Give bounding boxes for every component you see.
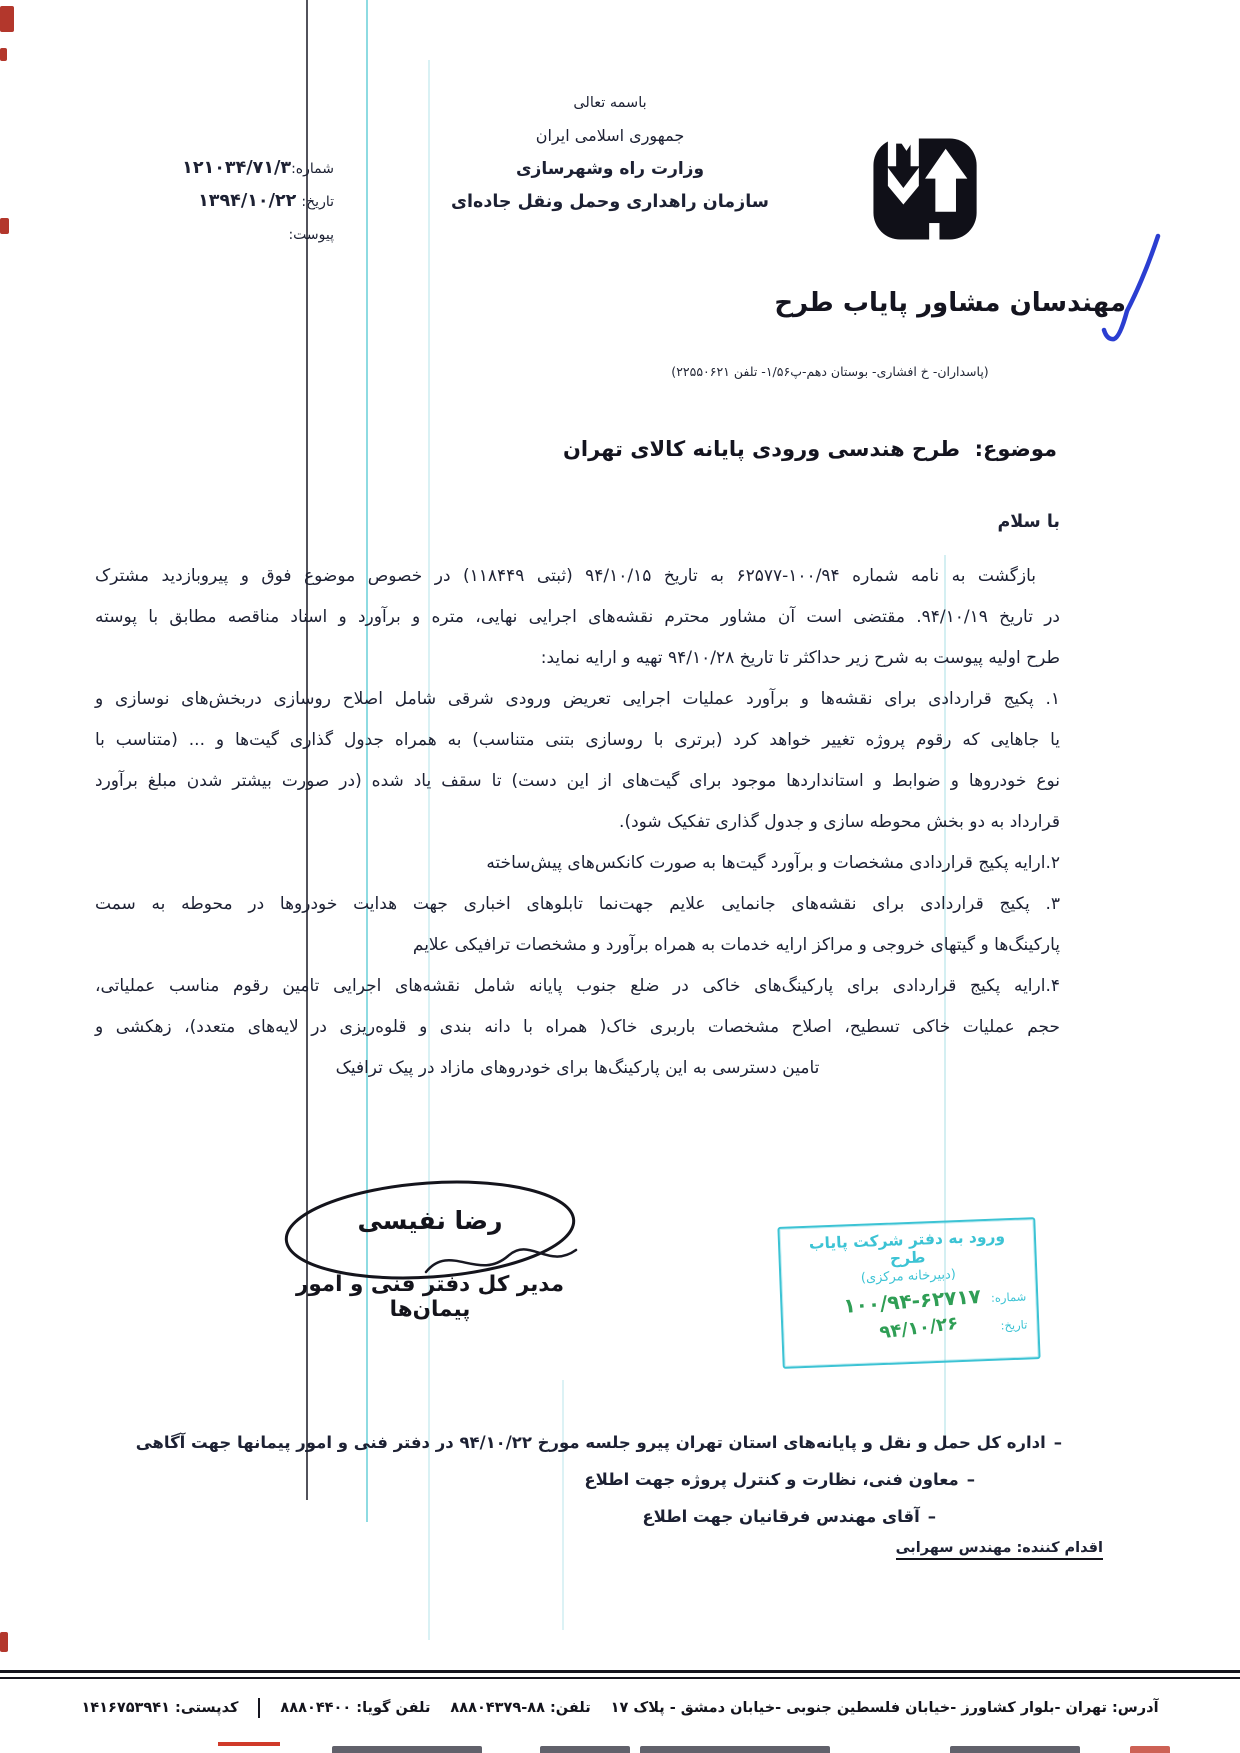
ref-date-row	[92, 191, 334, 211]
body-line: قرارداد به دو بخش محوطه سازی و جدول گذاری تفکیک شود).	[619, 812, 1060, 832]
body-line: یا جاهایی که رقوم پروژه تغییر خواهد کرد (برتری با روسازی بتنی متناسب) به همراه جدول گذاری گیت‌ها و ... (متناسب با	[95, 730, 1060, 750]
ref-number-value: ۱۲۱۰۳۴/۷۱/۳	[182, 158, 292, 178]
ref-number-label: شماره:	[291, 161, 334, 177]
stamp-subtitle: (دبیرخانه مرکزی)	[860, 1267, 957, 1286]
scan-mark-red	[0, 48, 7, 61]
footer-segment: تلفن گویا: ۸۸۸۰۴۴۰۰	[280, 1700, 431, 1716]
body-line: ۱. پکیج قراردادی برای نقشه‌ها و برآورد عملیات اجرایی تعریض ورودی شرقی شامل اصلاح روسازی دربخش‌های نوسازی و	[95, 689, 1060, 709]
body-line: حجم عملیات خاکی تسطیح، اصلاح مشخصات باربری خاک( همراه با دانه بندی و قلوه‌ریزی در لایه‌های متعدد)، زهکشی و	[95, 1017, 1060, 1037]
body-line: نوع خودروها و ضوابط و استانداردها موجود برای گیت‌های از این دست) تا سقف یاد شده (در صورت بیشتر شدن مبلغ برآورد	[95, 771, 1060, 791]
ministry-name: وزارت راه وشهرسازی	[515, 159, 705, 179]
body-line: تامین دسترسی به این پارکینگ‌ها برای خودروهای مازاد در پیک ترافیک	[335, 1058, 820, 1078]
scan-smudge	[332, 1746, 482, 1753]
subject-line	[563, 437, 1057, 461]
received-stamp	[777, 1217, 1040, 1369]
country-name: جمهوری اسلامی ایران	[535, 126, 685, 145]
footer-segment: آدرس: تهران -بلوار کشاورز -خیابان فلسطین جنوبی -خیابان دمشق - پلاک ۱۷	[610, 1700, 1159, 1716]
scan-mark-red	[0, 1632, 8, 1652]
cc-list	[95, 1424, 1062, 1535]
footer-separator	[258, 1698, 260, 1718]
body-line: ۴.ارایه پکیج قراردادی برای پارکینگ‌های خاکی در ضلع جنوب پایانه شامل نقشه‌های اجرایی تامین رقوم مناسب عملیاتی،	[95, 976, 1060, 996]
ref-date-value: ۱۳۹۴/۱۰/۲۲	[198, 191, 297, 211]
ref-date-label: تاریخ:	[301, 194, 334, 210]
stamp-title: ورود به دفتر شرکت پایاب طرح	[808, 1227, 1006, 1268]
pen-checkmark-icon	[1096, 228, 1164, 352]
reference-block	[92, 158, 334, 256]
stamp-date-label: تاریخ:	[1000, 1316, 1028, 1333]
signer-name: رضا نفیسی	[357, 1206, 503, 1235]
cc-item: –معاون فنی، نظارت و کنترل پروژه جهت اطلاع	[584, 1470, 975, 1489]
rahdari-logo-icon	[856, 124, 992, 254]
recipient-company-address: (پاسداران- خ افشاری- بوستان دهم-پ۱/۵۶- تلفن ۲۲۵۵۰۶۲۱)	[671, 364, 989, 379]
recipient-company-name: مهندسان مشاور پایاب طرح	[774, 288, 1126, 318]
scan-mark-red	[0, 6, 14, 32]
footer-segment: تلفن: ۸۸-۸۸۸۰۴۳۷۹	[450, 1700, 591, 1716]
scan-smudge	[640, 1746, 830, 1753]
scan-mark-red	[0, 218, 9, 234]
body-line: ۲.ارایه پکیج قراردادی مشخصات و برآورد گیت‌ها به صورت کانکس‌های پیش‌ساخته	[486, 853, 1060, 873]
signer-title: مدیر کل دفتر فنی و امور پیمان‌ها	[295, 1272, 565, 1322]
body-line: ۳. پکیج قراردادی برای نقشه‌های جانمایی علایم جهت‌نما تابلوهای اخباری جهت هدایت خودروها در محوطه به سمت	[95, 894, 1060, 914]
footer-rule	[0, 1670, 1240, 1673]
scan-smudge	[1130, 1746, 1170, 1753]
body-line: پارکینگ‌ها و گیتهای خروجی و مراکز ارایه خدمات به همراه برآورد و مشخصات ترافیکی علایم	[412, 935, 1060, 955]
organization-name: سازمان راهداری وحمل ونقل جاده‌ای	[450, 192, 770, 212]
body-text	[95, 556, 1060, 1089]
stamp-number-label: شماره:	[990, 1289, 1027, 1305]
stamp-date-handwritten: ۹۴/۱۰/۲۶	[878, 1312, 960, 1344]
footer-row	[30, 1698, 1210, 1718]
stamp-number-handwritten: ۱۰۰/۹۴-۶۲۷۱۷	[842, 1283, 982, 1318]
subject-text: طرح هندسی ورودی پایانه کالای تهران	[563, 437, 960, 461]
body-line: طرح اولیه پیوست به شرح زیر حداکثر تا تاریخ ۹۴/۱۰/۲۸ تهیه و ارایه نماید:	[540, 648, 1060, 668]
red-dash-mark	[218, 1742, 280, 1746]
ref-number-row	[92, 158, 334, 178]
salutation: با سلام	[997, 512, 1060, 532]
stamp-number-row	[792, 1285, 1027, 1318]
stamp-date-row	[793, 1313, 1028, 1343]
footer-segment: کدپستی: ۱۴۱۶۷۵۳۹۴۱	[81, 1700, 239, 1716]
body-line: در تاریخ ۹۴/۱۰/۱۹. مقتضی است آن مشاور محترم نقشه‌های اجرایی نهایی، متره و برآورد و اسناد مناقصه مطابق با پوسته	[95, 607, 1060, 627]
subject-label: موضوع:	[974, 437, 1057, 461]
body-line: بازگشت به نامه شماره ۱۰۰/۹۴-۶۲۵۷۷ به تاریخ ۹۴/۱۰/۱۵ (ثبتی ۱۱۸۴۴۹) در خصوص موضوع فوق و پیروبازدید مشترک	[95, 566, 1036, 586]
scan-smudge	[950, 1746, 1080, 1753]
handler-line: اقدام کننده: مهندس سهرابی	[896, 1540, 1103, 1560]
scan-smudge	[540, 1746, 630, 1753]
cc-item: –اداره کل حمل و نقل و پایانه‌های استان تهران پیرو جلسه مورخ ۹۴/۱۰/۲۲ در دفتر فنی و امور پیمانها جهت آگاهی	[135, 1433, 1062, 1452]
ref-attachment-row	[92, 224, 334, 243]
rahdari-logo	[856, 124, 992, 254]
letterhead-center	[440, 95, 780, 212]
ref-attachment-label: پیوست:	[288, 227, 334, 243]
footer-rule	[0, 1677, 1240, 1679]
bismillah: باسمه تعالی	[573, 95, 647, 111]
cc-item: –آقای مهندس فرقانیان جهت اطلاع	[642, 1507, 936, 1526]
